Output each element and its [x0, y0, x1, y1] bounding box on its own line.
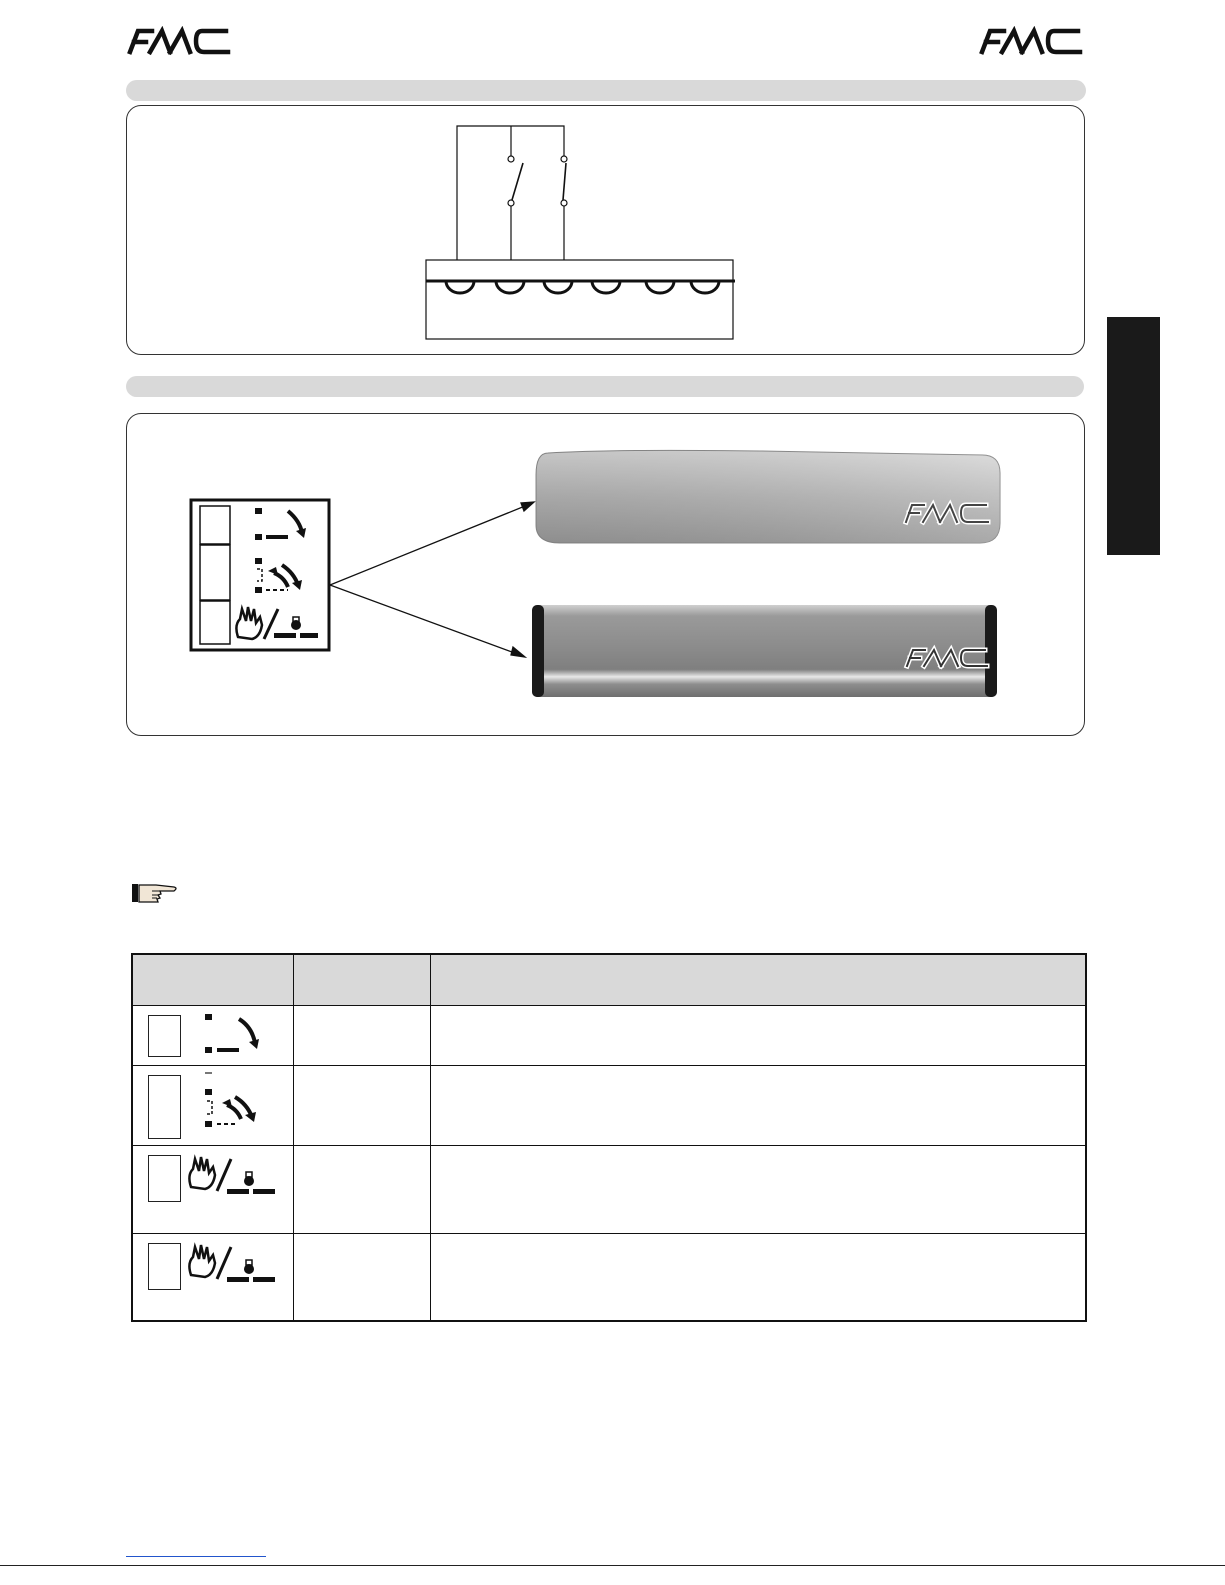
table-row-divider	[133, 1145, 1085, 1146]
open-two-way-icon	[197, 1069, 277, 1139]
program-selector-device-silver	[530, 445, 1005, 550]
selector-slot-3	[200, 601, 230, 644]
table-column-divider	[430, 955, 431, 1320]
table-header	[133, 955, 1085, 1006]
faac-logo-left	[126, 26, 236, 56]
selector-slot	[148, 1243, 181, 1290]
pointing-hand-icon	[130, 881, 180, 905]
wiring-diagram	[420, 120, 750, 345]
svg-text:FAAC: FAAC	[528, 602, 531, 603]
table-row-divider	[133, 1065, 1085, 1066]
faac-logo-right	[978, 26, 1088, 56]
section-title-bar-1	[126, 80, 1086, 101]
program-function-table	[131, 953, 1087, 1322]
table-row-divider	[133, 1233, 1085, 1234]
manual-lock-icon	[185, 1239, 281, 1289]
section-title-bar-2	[126, 376, 1084, 397]
pointer-arrows	[325, 495, 540, 665]
section-side-tab	[1107, 317, 1160, 555]
selector-slot	[148, 1075, 181, 1139]
svg-text:FAAC: FAAC	[126, 26, 129, 27]
table-column-divider	[293, 955, 294, 1320]
selector-slot	[148, 1155, 181, 1202]
selector-slot	[148, 1015, 181, 1057]
svg-text:FAAC: FAAC	[978, 26, 981, 27]
program-selector-device-bar	[528, 602, 1000, 700]
selector-slot-1	[200, 506, 230, 544]
manual-lock-icon	[185, 1151, 281, 1201]
svg-text:FAAC: FAAC	[530, 445, 533, 446]
program-selector-label	[188, 497, 333, 655]
footer-link-underline[interactable]	[126, 1556, 266, 1557]
footer-rule	[0, 1565, 1225, 1566]
selector-slot-2	[200, 545, 230, 600]
open-one-way-icon	[197, 1011, 277, 1061]
